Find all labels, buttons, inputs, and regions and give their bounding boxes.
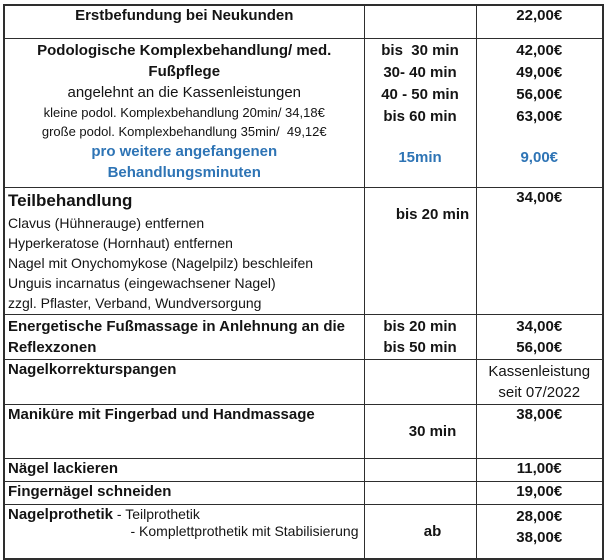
price-value: 22,00€: [516, 7, 563, 24]
service-name: Podologische Komplexbehandlung/ med.: [37, 42, 332, 59]
row-nagelkorrekturspangen: [4, 360, 603, 405]
service-name-line2: Reflexzonen: [8, 339, 97, 356]
service-cell: [4, 360, 364, 405]
service-cell: [4, 315, 364, 360]
spacer: [368, 128, 473, 147]
duration-value: 30 min: [408, 423, 457, 440]
duration-cell: [364, 405, 476, 459]
price-cell: [476, 482, 603, 505]
duration-cell: [364, 482, 476, 505]
service-extra-note-line2: Behandlungsminuten: [107, 164, 261, 181]
row-nagelprothetik: [4, 505, 603, 560]
price-extra-value: 9,00€: [520, 149, 559, 166]
price-note: Kassenleistung: [488, 363, 591, 380]
price-cell: [476, 505, 603, 560]
price-cell: [476, 315, 603, 360]
duration-cell: [364, 39, 476, 188]
duration-cell: [364, 5, 476, 39]
price-cell: [476, 459, 603, 482]
price-value: 49,00€: [516, 64, 563, 81]
service-cell: [4, 459, 364, 482]
duration-cell: [364, 459, 476, 482]
service-name: Fingernägel schneiden: [8, 483, 172, 500]
price-cell: [476, 360, 603, 405]
row-erstbefundung: [4, 5, 603, 39]
duration-cell: [364, 315, 476, 360]
price-cell: [476, 405, 603, 459]
service-name: Maniküre mit Fingerbad und Handmassage: [8, 406, 315, 423]
service-note: angelehnt an die Kassenleistungen: [67, 84, 302, 101]
service-detail: kleine podol. Komplexbehandlung 20min/ 34,18€: [43, 105, 325, 120]
price-cell: [476, 5, 603, 39]
service-extra-note: pro weitere angefangenen: [91, 143, 278, 160]
service-cell: [4, 188, 364, 315]
service-detail: große podol. Komplexbehandlung 35min/ 49,12€: [41, 124, 327, 139]
row-naegel-lackieren: [4, 459, 603, 482]
price-value: 63,00€: [516, 108, 563, 125]
price-value: 11,00€: [516, 460, 562, 477]
price-cell: [476, 188, 603, 315]
duration-value: bis 20 min: [395, 206, 470, 223]
service-name: Teilbehandlung: [8, 191, 133, 210]
service-cell: [4, 5, 364, 39]
price-value: 19,00€: [516, 483, 563, 500]
duration-cell: [364, 188, 476, 315]
duration-value: 40 - 50 min: [381, 86, 459, 103]
row-manikuere: [4, 405, 603, 459]
service-name: Nagelkorrekturspangen: [8, 361, 177, 378]
service-cell: [4, 405, 364, 459]
row-fussmassage: [4, 315, 603, 360]
service-name: Erstbefundung bei Neukunden: [75, 7, 294, 24]
service-cell: [4, 39, 364, 188]
duration-value: ab: [423, 523, 442, 540]
price-value: 34,00€: [516, 189, 563, 206]
service-cell: [4, 482, 364, 505]
duration-cell: [364, 360, 476, 405]
duration-value: bis 50 min: [383, 339, 457, 356]
service-detail: Nagel mit Onychomykose (Nagelpilz) beschleifen: [8, 255, 314, 271]
price-value: 28,00€: [516, 508, 563, 525]
service-detail: Hyperkeratose (Hornhaut) entfernen: [8, 235, 233, 251]
price-note-line2: seit 07/2022: [498, 384, 581, 401]
service-name: Nagelprothetik: [8, 506, 114, 523]
service-detail: Clavus (Hühnerauge) entfernen: [8, 215, 205, 231]
price-value: 56,00€: [516, 86, 563, 103]
service-cell: [4, 505, 364, 560]
row-fingernaegel-schneiden: [4, 482, 603, 505]
price-list-table: [3, 4, 604, 560]
price-value: 34,00€: [516, 318, 563, 335]
service-sub-option-line2: - Komplettprothetik mit Stabilisierung: [130, 523, 359, 539]
duration-value: bis 20 min: [383, 318, 457, 335]
price-value: 42,00€: [516, 42, 563, 59]
service-name-line2: Fußpflege: [148, 63, 221, 80]
price-value: 56,00€: [516, 339, 563, 356]
price-value: 38,00€: [516, 406, 563, 423]
service-detail: Unguis incarnatus (eingewachsener Nagel): [8, 275, 276, 291]
duration-value: bis 30 min: [381, 42, 459, 59]
duration-extra-value: 15min: [398, 149, 442, 166]
service-name: Nägel lackieren: [8, 460, 119, 477]
row-podologische-komplexbehandlung: [4, 39, 603, 188]
price-cell: [476, 39, 603, 188]
duration-cell: [364, 505, 476, 560]
duration-value: bis 60 min: [383, 108, 457, 125]
service-name: Energetische Fußmassage in Anlehnung an die: [8, 318, 346, 335]
service-sub-option: - Teilprothetik: [113, 506, 200, 522]
row-teilbehandlung: [4, 188, 603, 315]
duration-value: 30- 40 min: [383, 64, 457, 81]
service-detail: zzgl. Pflaster, Verband, Wundversorgung: [8, 295, 262, 311]
price-value: 38,00€: [516, 529, 563, 546]
spacer: [480, 128, 600, 147]
